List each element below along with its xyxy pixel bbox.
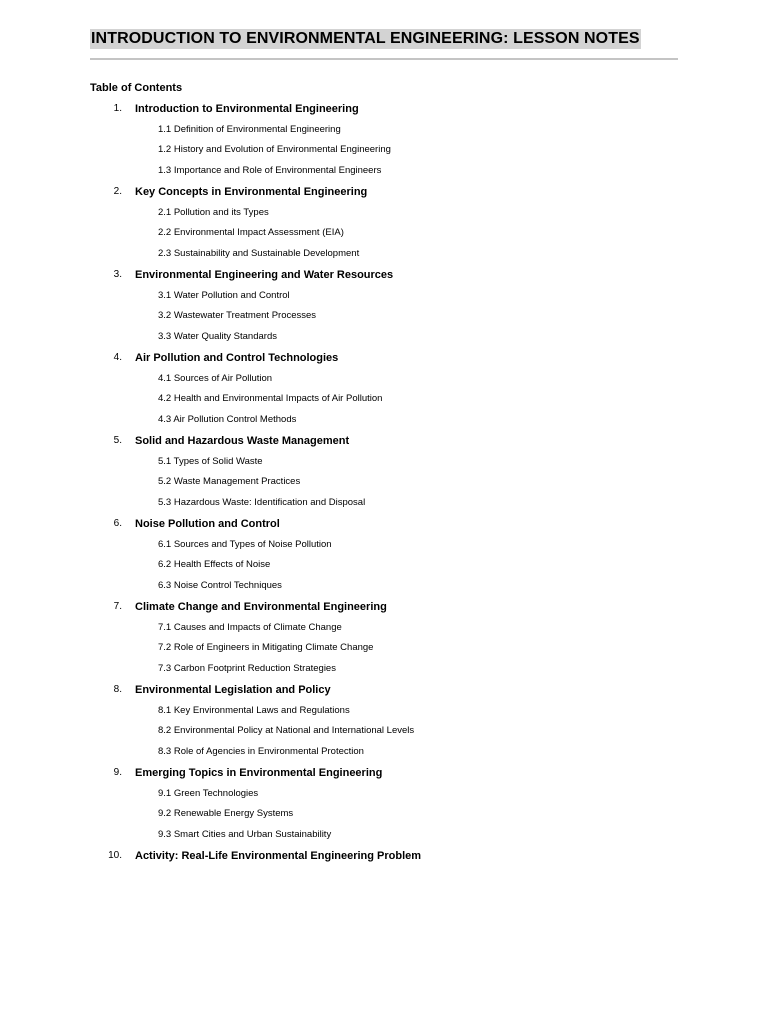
toc-section xyxy=(0,431,768,514)
toc-section xyxy=(0,763,768,846)
toc-section-row xyxy=(0,846,768,866)
toc-subsection: 5.2 Waste Management Practices xyxy=(158,476,301,488)
toc-subsection: 9.3 Smart Cities and Urban Sustainability xyxy=(158,828,332,840)
toc-section-row xyxy=(0,680,768,700)
section-number: 4. xyxy=(113,352,122,363)
toc-subsection: 2.2 Environmental Impact Assessment (EIA) xyxy=(158,227,344,239)
section-title: Emerging Topics in Environmental Engineering xyxy=(135,767,383,779)
toc-section-row xyxy=(0,99,768,119)
section-title: Introduction to Environmental Engineering xyxy=(135,103,359,115)
toc-section xyxy=(0,99,768,182)
toc-subsection: 3.3 Water Quality Standards xyxy=(158,330,277,342)
toc-subsection: 1.1 Definition of Environmental Engineering xyxy=(158,123,341,135)
section-number: 6. xyxy=(113,518,122,529)
toc-subsection: 1.2 History and Evolution of Environmental Engineering xyxy=(158,144,391,156)
toc-section-row xyxy=(0,431,768,451)
section-title: Environmental Legislation and Policy xyxy=(135,684,331,696)
subsection-list xyxy=(0,286,768,348)
toc-section xyxy=(0,265,768,348)
section-number: 10. xyxy=(108,850,122,861)
toc-subsection: 6.3 Noise Control Techniques xyxy=(158,579,282,591)
section-number: 5. xyxy=(113,435,122,446)
toc-section-row xyxy=(0,597,768,617)
toc-section xyxy=(0,514,768,597)
subsection-list xyxy=(0,369,768,431)
toc-subsection: 4.3 Air Pollution Control Methods xyxy=(158,413,297,425)
toc-subsection: 3.2 Wastewater Treatment Processes xyxy=(158,310,317,322)
section-number: 7. xyxy=(113,601,122,612)
toc-subsection: 9.2 Renewable Energy Systems xyxy=(158,808,294,820)
toc-subsection: 7.1 Causes and Impacts of Climate Change xyxy=(158,621,342,633)
toc-subsection: 8.2 Environmental Policy at National and International Levels xyxy=(158,725,415,737)
section-title: Solid and Hazardous Waste Management xyxy=(135,435,350,447)
section-number: 9. xyxy=(113,767,122,778)
toc-subsection: 2.1 Pollution and its Types xyxy=(158,206,269,218)
section-number: 8. xyxy=(113,684,122,695)
toc-subsection: 1.3 Importance and Role of Environmental Engineers xyxy=(158,164,382,176)
toc-section-row xyxy=(0,265,768,285)
toc-heading: Table of Contents xyxy=(90,82,183,94)
section-number: 3. xyxy=(113,269,122,280)
section-title: Key Concepts in Environmental Engineering xyxy=(135,186,368,198)
subsection-list xyxy=(0,120,768,182)
section-title: Environmental Engineering and Water Resources xyxy=(135,269,394,281)
toc-subsection: 7.2 Role of Engineers in Mitigating Climate Change xyxy=(158,642,374,654)
subsection-list xyxy=(0,701,768,763)
toc-subsection: 8.3 Role of Agencies in Environmental Protection xyxy=(158,745,364,757)
section-title: Air Pollution and Control Technologies xyxy=(135,352,339,364)
section-title: Noise Pollution and Control xyxy=(135,518,280,530)
subsection-list xyxy=(0,784,768,846)
toc-subsection: 6.2 Health Effects of Noise xyxy=(158,559,271,571)
toc-section xyxy=(0,182,768,265)
toc-subsection: 3.1 Water Pollution and Control xyxy=(158,289,290,301)
subsection-list xyxy=(0,452,768,514)
section-number: 2. xyxy=(113,186,122,197)
section-number: 1. xyxy=(113,103,122,114)
subsection-list xyxy=(0,535,768,597)
toc-subsection: 5.3 Hazardous Waste: Identification and Disposal xyxy=(158,496,366,508)
document-title: INTRODUCTION TO ENVIRONMENTAL ENGINEERING: LESSON NOTES xyxy=(91,30,640,47)
toc-section-row xyxy=(0,182,768,202)
toc-section-row xyxy=(0,348,768,368)
section-title: Climate Change and Environmental Engineering xyxy=(135,601,387,613)
toc-section-row xyxy=(0,763,768,783)
toc-subsection: 7.3 Carbon Footprint Reduction Strategies xyxy=(158,662,336,674)
toc-section-row xyxy=(0,514,768,534)
subsection-list xyxy=(0,618,768,680)
toc-subsection: 4.2 Health and Environmental Impacts of Air Pollution xyxy=(158,393,383,405)
toc-section xyxy=(0,348,768,431)
toc-subsection: 6.1 Sources and Types of Noise Pollution xyxy=(158,538,332,550)
toc-subsection: 4.1 Sources of Air Pollution xyxy=(158,372,273,384)
toc-section xyxy=(0,597,768,680)
subsection-list xyxy=(0,203,768,265)
section-title: Activity: Real-Life Environmental Engineering Problem xyxy=(135,850,422,862)
toc-section xyxy=(0,846,768,866)
toc-subsection: 9.1 Green Technologies xyxy=(158,787,259,799)
toc-subsection: 2.3 Sustainability and Sustainable Development xyxy=(158,247,360,259)
toc-section xyxy=(0,680,768,763)
toc-subsection: 8.1 Key Environmental Laws and Regulations xyxy=(158,704,350,716)
toc-subsection: 5.1 Types of Solid Waste xyxy=(158,455,263,467)
